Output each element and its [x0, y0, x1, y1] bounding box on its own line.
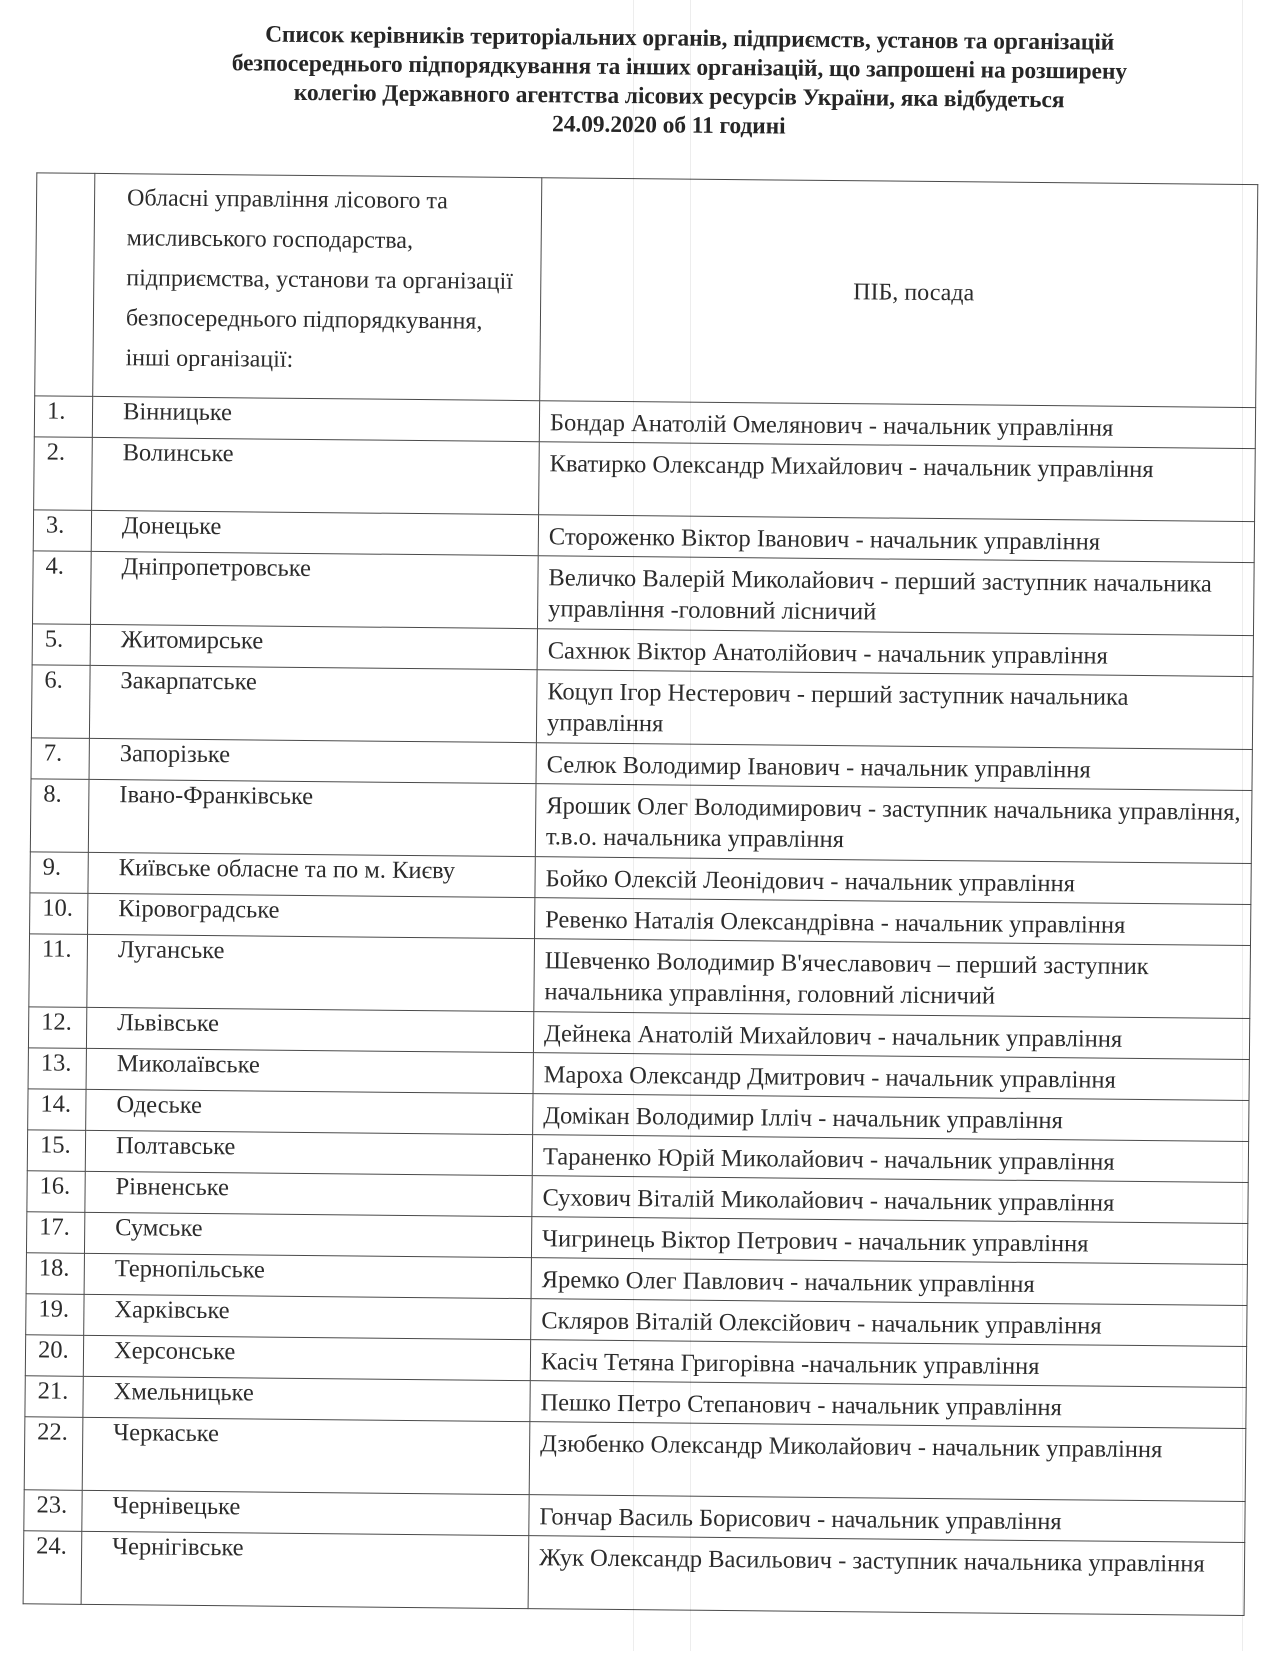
row-organization: Миколаївське	[86, 1048, 533, 1093]
row-organization: Донецьке	[91, 510, 538, 555]
table-row	[33, 551, 1255, 636]
row-number: 14.	[28, 1089, 86, 1131]
row-number: 8.	[30, 779, 89, 853]
row-organization: Кіровоградське	[88, 893, 535, 938]
row-number: 18.	[26, 1253, 84, 1295]
row-organization: Сумське	[84, 1212, 531, 1257]
row-person-position: Селюк Володимир Іванович - начальник управління	[536, 743, 1252, 791]
header-number	[35, 173, 95, 397]
header-organization: Обласні управління лісового та мисливського господарства, підприємства, установи та організації безпосереднього підпорядкування, інші організації:	[93, 173, 542, 400]
row-person-position: Тараненко Юрій Миколайович - начальник управління	[532, 1135, 1248, 1183]
table-row	[24, 1417, 1246, 1502]
row-number: 5.	[32, 624, 90, 666]
row-number: 15.	[27, 1130, 85, 1172]
row-organization: Волинське	[92, 437, 540, 514]
row-organization: Черкаське	[82, 1417, 530, 1494]
document-title	[139, 19, 1200, 145]
row-organization: Київське обласне та по м. Києву	[88, 852, 535, 897]
row-organization: Житомирське	[90, 624, 537, 669]
row-person-position: Стороженко Віктор Іванович - начальник управління	[538, 515, 1254, 563]
row-person-position: Чигринець Віктор Петрович - начальник управління	[531, 1217, 1247, 1265]
title-line: колегію Державного агентства лісових ресурсів України, яка відбудеться	[293, 79, 1065, 114]
row-person-position: Коцуп Ігор Нестерович - перший заступник начальника управління	[536, 670, 1253, 750]
row-person-position: Касіч Тетяна Григорівна -начальник управління	[530, 1340, 1246, 1388]
table-row	[29, 934, 1251, 1019]
row-number: 16.	[27, 1171, 85, 1213]
row-number: 9.	[30, 852, 88, 894]
row-person-position: Сахнюк Віктор Анатолійович - начальник управління	[537, 629, 1253, 677]
row-number: 3.	[33, 510, 91, 552]
row-person-position: Дейнека Анатолій Михайлович - начальник управління	[533, 1012, 1249, 1060]
row-organization: Чернівецьке	[82, 1490, 529, 1535]
row-number: 23.	[24, 1490, 82, 1532]
row-person-position: Шевченко Володимир В'ячеславович – перший заступник начальника управління, головний лісничий	[534, 939, 1251, 1019]
row-person-position: Скляров Віталій Олексійович - начальник управління	[531, 1299, 1247, 1347]
row-organization: Луганське	[87, 934, 535, 1011]
table-row	[34, 437, 1256, 522]
row-number: 21.	[25, 1376, 83, 1418]
table-header-row	[35, 173, 1258, 408]
row-person-position: Яремко Олег Павлович - начальник управління	[531, 1258, 1247, 1306]
row-person-position: Пешко Петро Степанович - начальник управління	[530, 1381, 1246, 1429]
row-number: 10.	[30, 893, 88, 935]
row-number: 17.	[26, 1212, 84, 1254]
row-organization: Харківське	[84, 1294, 531, 1339]
row-person-position: Бондар Анатолій Омелянович - начальник управління	[539, 401, 1255, 449]
row-person-position: Сухович Віталій Миколайович - начальник управління	[532, 1176, 1248, 1224]
title-line: 24.09.2020 об 11 годині	[551, 111, 786, 140]
header-person: ПІБ, посада	[540, 178, 1258, 408]
row-person-position: Бойко Олексій Леонідович - начальник управління	[535, 857, 1251, 905]
row-person-position: Ярошик Олег Володимирович - заступник начальника управління, т.в.о. начальника управління	[535, 784, 1252, 864]
row-person-position: Домікан Володимир Ілліч - начальник управління	[533, 1094, 1249, 1142]
table-row	[30, 779, 1252, 864]
row-number: 1.	[34, 396, 92, 438]
row-person-position: Гончар Василь Борисович - начальник управління	[529, 1495, 1245, 1543]
row-number: 12.	[28, 1007, 86, 1049]
row-person-position: Мароха Олександр Дмитрович - начальник управління	[533, 1053, 1249, 1101]
row-organization: Дніпропетровське	[91, 551, 539, 628]
row-number: 11.	[29, 934, 88, 1008]
row-number: 20.	[25, 1335, 83, 1377]
table-body	[23, 396, 1256, 1616]
row-person-position: Жук Олександр Васильович - заступник начальника управління	[528, 1536, 1245, 1616]
row-organization: Хмельницьке	[83, 1376, 530, 1421]
row-organization: Запорізьке	[89, 738, 536, 783]
row-number: 6.	[31, 665, 90, 739]
row-person-position: Кватирко Олександр Михайлович - начальник управління	[539, 442, 1256, 522]
title-line: Список керівників територіальних органів, підприємств, установ та організацій	[265, 21, 1115, 56]
row-organization: Вінницьке	[92, 396, 539, 441]
row-organization: Одеське	[86, 1089, 533, 1134]
row-organization: Херсонське	[83, 1335, 530, 1380]
row-person-position: Дзюбенко Олександр Миколайович - начальник управління	[529, 1422, 1246, 1502]
row-number: 7.	[31, 738, 89, 780]
row-number: 19.	[26, 1294, 84, 1336]
row-number: 22.	[24, 1417, 83, 1491]
row-organization: Львівське	[86, 1007, 533, 1052]
row-organization: Тернопільське	[84, 1253, 531, 1298]
invitees-table	[23, 172, 1259, 1616]
row-organization: Рівненське	[85, 1171, 532, 1216]
row-person-position: Ревенко Наталія Олександрівна - начальник управління	[535, 898, 1251, 946]
row-number: 4.	[33, 551, 92, 625]
row-organization: Чернігівське	[81, 1531, 529, 1608]
row-organization: Івано-Франківське	[88, 779, 536, 856]
title-line: безпосереднього підпорядкування та інших організацій, що запрошені на розширену	[231, 50, 1128, 85]
row-person-position: Величко Валерій Миколайович - перший заступник начальника управління -головний лісничий	[537, 556, 1254, 636]
row-number: 13.	[28, 1048, 86, 1090]
table-row	[31, 665, 1253, 750]
row-organization: Закарпатське	[89, 665, 537, 742]
row-number: 24.	[23, 1531, 82, 1605]
table-row	[23, 1531, 1245, 1616]
row-number: 2.	[34, 437, 93, 511]
row-organization: Полтавське	[85, 1130, 532, 1175]
